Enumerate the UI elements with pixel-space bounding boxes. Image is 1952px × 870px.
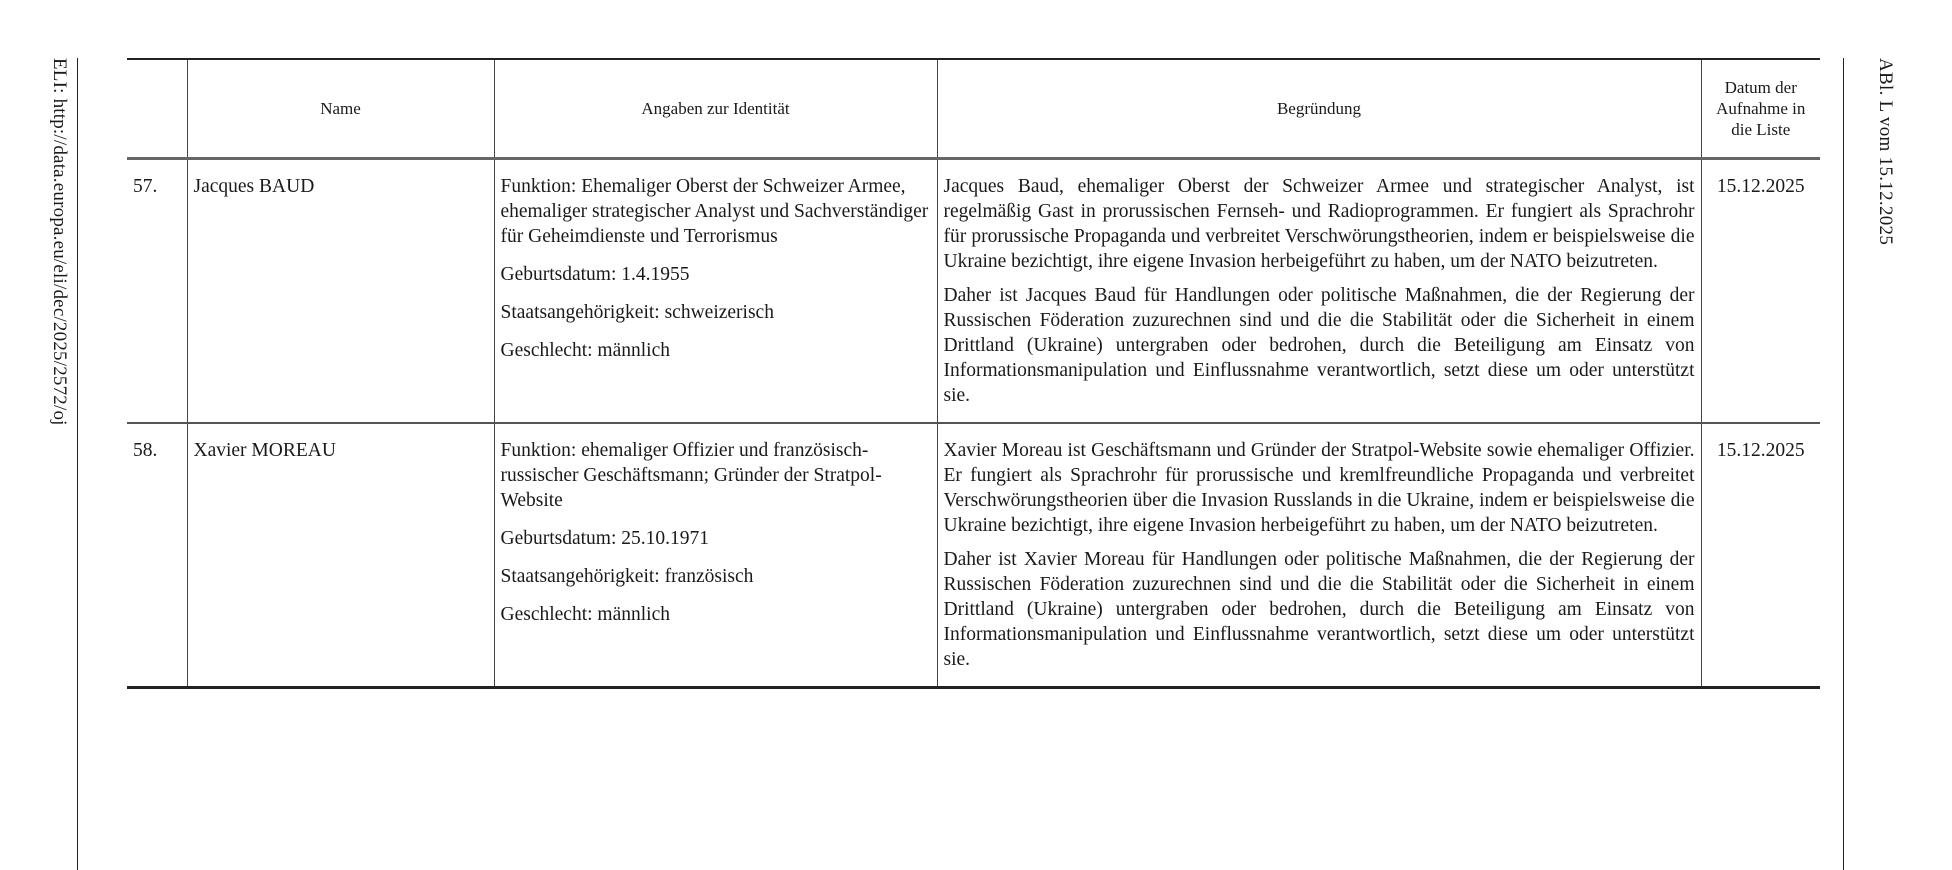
identity-gender: Geschlecht: männlich	[500, 604, 670, 625]
sanctions-list-table	[127, 58, 1820, 689]
entry-name: Jacques BAUD	[187, 159, 494, 424]
table-row	[127, 423, 1820, 688]
reason-paragraph: Jacques Baud, ehemaliger Oberst der Schweizer Armee und strategischer Analyst, ist regelmäßig Gast in prorussischen Fernseh- und Radioprogrammen. Er fungiert als Sprachrohr für prorussische Propaganda und verbreitet Verschwörungstheorien, indem er beispielsweise die Ukraine bezichtigt, ihre eigene Invasion herbeigeführt zu haben, um der NATO beizutreten.	[943, 176, 1695, 272]
entry-listing-date: 15.12.2025	[1701, 159, 1820, 424]
header-name: Name	[187, 59, 494, 159]
entry-number: 58.	[133, 440, 158, 461]
header-reasons: Begründung	[937, 59, 1701, 159]
identity-function: Funktion: Ehemaliger Oberst der Schweizer Armee, ehemaliger strategischer Analyst und Sachverständiger für Geheimdienste und Terrorismus	[500, 176, 929, 247]
entry-reasons	[937, 159, 1701, 424]
header-date: Datum der Aufnahme in die Liste	[1701, 59, 1820, 159]
table-header-row	[127, 59, 1820, 159]
identity-birth-date: Geburtsdatum: 25.10.1971	[500, 528, 710, 549]
eli-reference: ELI: http://data.europa.eu/eli/dec/2025/2572/oj	[49, 58, 70, 426]
journal-reference: ABl. L vom 15.12.2025	[1875, 58, 1896, 246]
entry-name: Xavier MOREAU	[187, 423, 494, 688]
reason-paragraph: Xavier Moreau ist Geschäftsmann und Gründer der Stratpol-Website sowie ehemaliger Offizier. Er fungiert als Sprachrohr für prorussische und kremlfreundliche Propaganda und verbreitet Verschwörungstheorien über die Invasion Russlands in die Ukraine, indem er beispielsweise die Ukraine bezichtigt, ihre eigene Invasion herbeigeführt zu haben, um der NATO beizutreten.	[943, 440, 1695, 536]
entry-number: 57.	[133, 176, 158, 197]
identity-nationality: Staatsangehörigkeit: französisch	[500, 566, 754, 587]
identity-nationality: Staatsangehörigkeit: schweizerisch	[500, 302, 774, 323]
identity-function: Funktion: ehemaliger Offizier und französisch-russischer Geschäftsmann; Gründer der Stratpol-Website	[500, 440, 882, 511]
entry-listing-date: 15.12.2025	[1701, 423, 1820, 688]
table-row	[127, 159, 1820, 424]
entry-identity	[494, 423, 937, 688]
reason-paragraph: Daher ist Jacques Baud für Handlungen oder politische Maßnahmen, die der Regierung der Russischen Föderation zuzurechnen sind und die die Stabilität oder die Sicherheit in einem Drittland (Ukraine) untergraben oder bedrohen, durch die Beteiligung am Einsatz von Informationsmanipulation und Einflussnahme verantwortlich, setzt diese um oder unterstützt sie.	[943, 285, 1695, 406]
identity-birth-date: Geburtsdatum: 1.4.1955	[500, 264, 690, 285]
identity-gender: Geschlecht: männlich	[500, 340, 670, 361]
reason-paragraph: Daher ist Xavier Moreau für Handlungen oder politische Maßnahmen, die der Regierung der Russischen Föderation zuzurechnen sind und die die Stabilität oder die Sicherheit in einem Drittland (Ukraine) untergraben oder bedrohen, durch die Beteiligung am Einsatz von Informationsmanipulation und Einflussnahme verantwortlich, setzt diese um oder unterstützt sie.	[943, 549, 1695, 670]
header-identity: Angaben zur Identität	[494, 59, 937, 159]
header-number	[127, 59, 187, 159]
left-margin-rule	[77, 58, 78, 870]
entry-identity	[494, 159, 937, 424]
right-margin-rule	[1843, 58, 1844, 870]
entry-reasons	[937, 423, 1701, 688]
